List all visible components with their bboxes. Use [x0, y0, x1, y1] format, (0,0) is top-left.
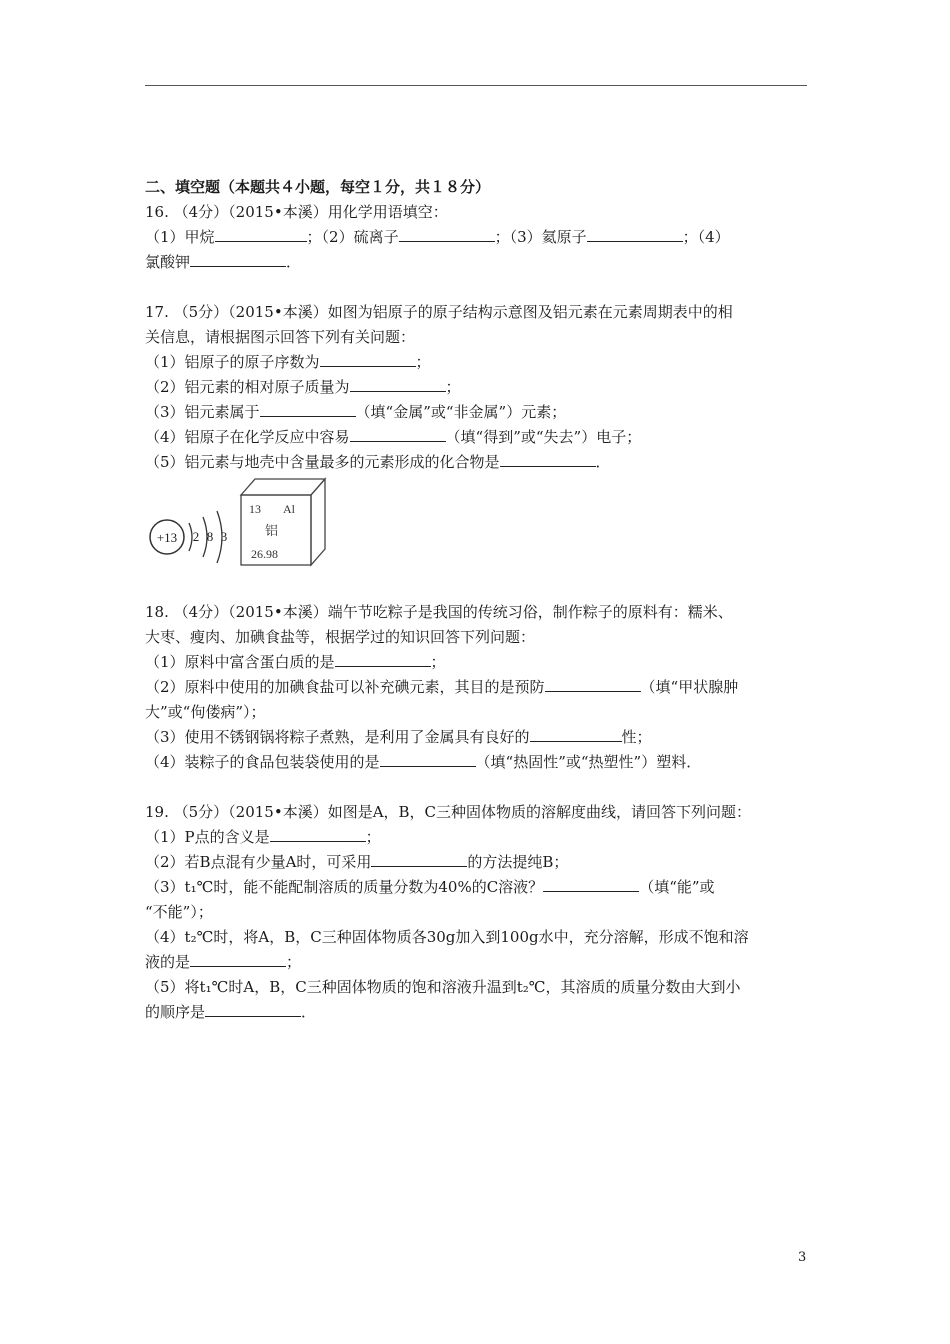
answer-blank[interactable]: [205, 1002, 301, 1017]
q18-stem-1: 18. （4分）（2015•本溪）端午节吃粽子是我国的传统习俗，制作粽子的原料有：糯米、: [145, 603, 733, 621]
q17-part1: [145, 352, 431, 372]
q19-part3: [145, 877, 715, 897]
shell-electrons-2: 8: [206, 529, 214, 544]
nucleus-charge: +13: [156, 530, 178, 545]
q17-part3-hint: （填“金属”或“非金属”）元素；: [355, 403, 567, 421]
q18-part1-text: （1）原料中富含蛋白质的是: [145, 653, 335, 671]
atom-structure-diagram: [150, 511, 227, 563]
q17-stem-1: 17. （5分）（2015•本溪）如图为铝原子的原子结构示意图及铝元素在元素周期表中的相: [145, 303, 733, 321]
q18-part1: [145, 652, 446, 672]
answer-blank[interactable]: [190, 252, 286, 267]
q17-part4-hint: （填“得到”或“失去”）电子；: [445, 428, 642, 446]
q19-part4-text: 液的是: [145, 953, 191, 971]
element-symbol: Al: [283, 502, 295, 516]
q18-part4: [145, 752, 701, 772]
q19-stem: 19. （5分）（2015•本溪）如图是A，B，C三种固体物质的溶解度曲线，请回答下列问题：: [145, 803, 752, 821]
answer-blank[interactable]: [320, 352, 416, 367]
q17-part4-text: （4）铝原子在化学反应中容易: [145, 428, 350, 446]
answer-blank[interactable]: [399, 227, 495, 242]
periodic-table-cell: [241, 479, 325, 565]
punctuation: ；: [286, 953, 302, 971]
answer-blank[interactable]: [260, 402, 356, 417]
header-rule: [145, 85, 807, 86]
answer-blank[interactable]: [270, 827, 366, 842]
punctuation: ．: [301, 1003, 317, 1021]
q18-part3: [145, 727, 652, 747]
q17-part2: [145, 377, 461, 397]
shell-electrons-3: 3: [220, 529, 228, 544]
shell-arc-1: [189, 523, 192, 551]
q18-part2-hint: （填“甲状腺肿: [640, 678, 739, 696]
answer-blank[interactable]: [545, 677, 641, 692]
answer-blank[interactable]: [500, 452, 596, 467]
q17-part5: [145, 452, 611, 472]
q18-part4-text: （4）装粽子的食品包装袋使用的是: [145, 753, 380, 771]
q19-part1-text: （1）P点的含义是: [145, 828, 270, 846]
answer-blank[interactable]: [350, 377, 446, 392]
shell-electrons-1: 2: [192, 529, 200, 544]
cube-side: [311, 479, 325, 565]
q18-part4-hint: （填“热固性”或“热塑性”）塑料．: [475, 753, 702, 771]
answer-blank[interactable]: [530, 727, 622, 742]
atomic-number: 13: [249, 502, 261, 516]
q17-part4: [145, 427, 641, 447]
q19-part3-text: （3）t₁℃时，能不能配制溶质的质量分数为40%的C溶液？: [145, 878, 544, 896]
q16-part4-label: ；（4）: [682, 228, 730, 246]
atomic-mass: 26.98: [251, 547, 278, 561]
q16-line1: [145, 227, 730, 247]
q16-part3-label: ；（3）氦原子: [494, 228, 587, 246]
aluminum-figure: [145, 475, 335, 570]
punctuation: ．: [595, 453, 611, 471]
answer-blank[interactable]: [335, 652, 431, 667]
q19-part4-cont: [145, 952, 301, 972]
punctuation: ；: [415, 353, 431, 371]
q16-part1-label: （1）甲烷: [145, 228, 215, 246]
q16-line2: [145, 252, 301, 272]
q19-part4: （4）t₂℃时，将A，B，C三种固体物质各30g加入到100g水中，充分溶解，形成不饱和溶: [145, 928, 749, 946]
answer-blank[interactable]: [380, 752, 476, 767]
element-name: 铝: [265, 524, 279, 539]
q19-part3-hint: （填“能”或: [639, 878, 715, 896]
q19-part5-cont: [145, 1002, 316, 1022]
answer-blank[interactable]: [190, 952, 286, 967]
q16-part2-label: ；（2）硫离子: [306, 228, 399, 246]
q17-part3-text: （3）铝元素属于: [145, 403, 260, 421]
q18-part2-text: （2）原料中使用的加碘食盐可以补充碘元素，其目的是预防: [145, 678, 545, 696]
q19-part5-text: 的顺序是: [145, 1003, 206, 1021]
punctuation: ；: [445, 378, 461, 396]
answer-blank[interactable]: [215, 227, 307, 242]
q17-part5-text: （5）铝元素与地壳中含量最多的元素形成的化合物是: [145, 453, 500, 471]
q18-part2: [145, 677, 738, 697]
q18-part3-end: 性；: [621, 728, 652, 746]
q19-part3-cont: “不能”）；: [145, 903, 213, 921]
section-title: 二、填空题（本题共４小题，每空１分，共１８分）: [145, 178, 491, 196]
q19-part5: （5）将t₁℃时A，B，C三种固体物质的饱和溶液升温到t₂℃，其溶质的质量分数由大到小: [145, 978, 741, 996]
q17-part3: [145, 402, 566, 422]
punctuation: ；: [365, 828, 381, 846]
q18-stem-2: 大枣、瘦肉、加碘食盐等，根据学过的知识回答下列问题：: [145, 628, 536, 646]
punctuation: ；: [430, 653, 446, 671]
q17-part1-text: （1）铝原子的原子序数为: [145, 353, 320, 371]
q16-stem: 16. （4分）（2015•本溪）用化学用语填空：: [145, 203, 448, 221]
q18-part2-cont: 大”或“佝偻病”）；: [145, 703, 266, 721]
q19-part2-text: （2）若B点混有少量A时，可采用: [145, 853, 372, 871]
q18-part3-text: （3）使用不锈钢锅将粽子煮熟，是利用了金属具有良好的: [145, 728, 530, 746]
punctuation: ．: [286, 253, 302, 271]
q19-part1: [145, 827, 381, 847]
page-number: 3: [798, 1250, 807, 1265]
q17-stem-2: 关信息，请根据图示回答下列有关问题：: [145, 328, 416, 346]
answer-blank[interactable]: [371, 852, 467, 867]
q19-part2: [145, 852, 568, 872]
answer-blank[interactable]: [587, 227, 683, 242]
answer-blank[interactable]: [543, 877, 639, 892]
q17-part2-text: （2）铝元素的相对原子质量为: [145, 378, 350, 396]
q19-part2-end: 的方法提纯B；: [467, 853, 569, 871]
q16-part4-text: 氯酸钾: [145, 253, 191, 271]
answer-blank[interactable]: [350, 427, 446, 442]
